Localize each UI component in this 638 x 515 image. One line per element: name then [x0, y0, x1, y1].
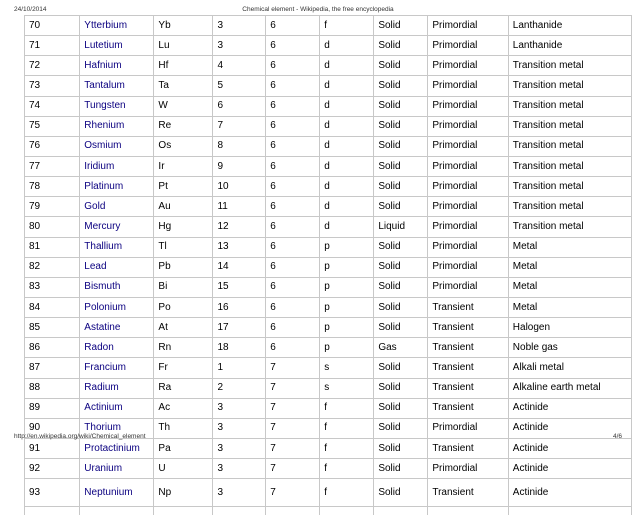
element-name-link[interactable]: Thallium	[84, 241, 122, 252]
cell-symbol: At	[154, 318, 213, 338]
cell-group: 6	[213, 96, 266, 116]
cell-period: 6	[266, 237, 320, 257]
cell-period: 7	[266, 398, 320, 418]
cell-category: Alkali metal	[508, 358, 631, 378]
cell-state: Solid	[374, 56, 428, 76]
table-row	[25, 358, 632, 378]
element-name-link[interactable]: Iridium	[84, 161, 114, 172]
cell-symbol: Re	[154, 116, 213, 136]
cell-symbol: Os	[154, 136, 213, 156]
cell-period: 6	[266, 136, 320, 156]
cell-occurrence: Primordial	[428, 177, 508, 197]
cell-empty	[25, 507, 80, 515]
cell-category: Transition metal	[508, 177, 631, 197]
cell-number: 78	[25, 177, 80, 197]
cell-number: 72	[25, 56, 80, 76]
table-row	[25, 96, 632, 116]
cell-category: Actinide	[508, 398, 631, 418]
cell-number: 86	[25, 338, 80, 358]
table-row	[25, 318, 632, 338]
cell-symbol: U	[154, 459, 213, 479]
cell-group: 5	[213, 76, 266, 96]
cell-name	[80, 136, 154, 156]
cell-category: Transition metal	[508, 56, 631, 76]
element-name-link[interactable]: Ytterbium	[84, 20, 127, 31]
cell-group: 18	[213, 338, 266, 358]
element-name-link[interactable]: Francium	[84, 362, 126, 373]
cell-state: Solid	[374, 177, 428, 197]
page-number: 4/6	[613, 433, 622, 440]
cell-category: Alkaline earth metal	[508, 378, 631, 398]
cell-period: 7	[266, 378, 320, 398]
cell-state: Gas	[374, 338, 428, 358]
cell-name	[80, 177, 154, 197]
element-name-link[interactable]: Hafnium	[84, 60, 121, 71]
cell-block: d	[320, 177, 374, 197]
cell-group: 16	[213, 297, 266, 317]
cell-category: Halogen	[508, 318, 631, 338]
cell-name	[80, 459, 154, 479]
cell-period: 6	[266, 56, 320, 76]
cell-period: 7	[266, 438, 320, 458]
cell-period: 6	[266, 177, 320, 197]
cell-occurrence: Primordial	[428, 76, 508, 96]
table-row	[25, 257, 632, 277]
table-row	[25, 297, 632, 317]
element-name-link[interactable]: Uranium	[84, 463, 122, 474]
cell-name	[80, 197, 154, 217]
cell-category: Metal	[508, 237, 631, 257]
cell-group: 3	[213, 398, 266, 418]
cell-group: 9	[213, 156, 266, 176]
cell-symbol: Au	[154, 197, 213, 217]
element-name-link[interactable]: Lead	[84, 261, 106, 272]
cell-name	[80, 257, 154, 277]
cell-occurrence: Transient	[428, 438, 508, 458]
cell-state: Solid	[374, 459, 428, 479]
cell-occurrence: Primordial	[428, 257, 508, 277]
cell-block: f	[320, 479, 374, 507]
cell-state: Solid	[374, 96, 428, 116]
cell-number: 79	[25, 197, 80, 217]
element-name-link[interactable]: Gold	[84, 201, 105, 212]
cell-block: d	[320, 36, 374, 56]
cell-state: Solid	[374, 479, 428, 507]
element-name-link[interactable]: Mercury	[84, 221, 120, 232]
cell-period: 6	[266, 197, 320, 217]
cell-number: 89	[25, 398, 80, 418]
cell-category: Lanthanide	[508, 16, 631, 36]
cell-period: 6	[266, 277, 320, 297]
element-name-link[interactable]: Rhenium	[84, 120, 124, 131]
table-row-cutoff	[25, 507, 632, 515]
table-row	[25, 136, 632, 156]
cell-group: 3	[213, 459, 266, 479]
cell-category: Noble gas	[508, 338, 631, 358]
cell-name	[80, 338, 154, 358]
cell-state: Solid	[374, 378, 428, 398]
table-row	[25, 398, 632, 418]
cell-symbol: Ta	[154, 76, 213, 96]
cell-number: 88	[25, 378, 80, 398]
cell-group: 14	[213, 257, 266, 277]
cell-group: 2	[213, 378, 266, 398]
cell-block: d	[320, 76, 374, 96]
cell-state: Solid	[374, 156, 428, 176]
cell-block: f	[320, 16, 374, 36]
table-row	[25, 237, 632, 257]
cell-category: Transition metal	[508, 197, 631, 217]
cell-category: Actinide	[508, 438, 631, 458]
cell-symbol: Ra	[154, 378, 213, 398]
cell-category: Transition metal	[508, 116, 631, 136]
cell-block: p	[320, 297, 374, 317]
cell-occurrence: Primordial	[428, 136, 508, 156]
cell-period: 7	[266, 479, 320, 507]
cell-state: Solid	[374, 358, 428, 378]
cell-empty	[320, 507, 374, 515]
cell-category: Actinide	[508, 459, 631, 479]
cell-group: 3	[213, 479, 266, 507]
cell-name	[80, 16, 154, 36]
table-row	[25, 197, 632, 217]
cell-symbol: Ir	[154, 156, 213, 176]
cell-group: 7	[213, 116, 266, 136]
element-name-link[interactable]: Astatine	[84, 322, 120, 333]
cell-number: 85	[25, 318, 80, 338]
cell-period: 6	[266, 36, 320, 56]
cell-number: 70	[25, 16, 80, 36]
cell-number: 83	[25, 277, 80, 297]
cell-state: Solid	[374, 398, 428, 418]
cell-symbol: Fr	[154, 358, 213, 378]
print-page-title: Chemical element - Wikipedia, the free encyclopedia	[14, 6, 622, 13]
cell-symbol: Hg	[154, 217, 213, 237]
element-name-link[interactable]: Actinium	[84, 402, 122, 413]
cell-empty	[154, 507, 213, 515]
cell-number: 76	[25, 136, 80, 156]
cell-block: f	[320, 398, 374, 418]
print-footer	[14, 433, 622, 443]
cell-symbol: Lu	[154, 36, 213, 56]
cell-symbol: Np	[154, 479, 213, 507]
cell-empty	[508, 507, 631, 515]
cell-number: 73	[25, 76, 80, 96]
cell-symbol: Tl	[154, 237, 213, 257]
cell-name	[80, 96, 154, 116]
table-row	[25, 479, 632, 507]
cell-period: 6	[266, 116, 320, 136]
cell-occurrence: Primordial	[428, 36, 508, 56]
cell-period: 6	[266, 297, 320, 317]
table-row	[25, 56, 632, 76]
cell-empty	[213, 507, 266, 515]
cell-block: d	[320, 156, 374, 176]
cell-symbol: Yb	[154, 16, 213, 36]
cell-block: p	[320, 277, 374, 297]
cell-occurrence: Primordial	[428, 156, 508, 176]
cell-state: Solid	[374, 418, 428, 438]
cell-symbol: Bi	[154, 277, 213, 297]
cell-state: Solid	[374, 197, 428, 217]
cell-symbol: Th	[154, 418, 213, 438]
cell-group: 3	[213, 438, 266, 458]
cell-state: Solid	[374, 76, 428, 96]
cell-name	[80, 297, 154, 317]
cell-symbol: Hf	[154, 56, 213, 76]
cell-symbol: Pa	[154, 438, 213, 458]
element-name-link[interactable]: Radium	[84, 382, 118, 393]
element-name-link[interactable]: Neptunium	[84, 487, 132, 498]
cell-state: Solid	[374, 438, 428, 458]
cell-period: 6	[266, 217, 320, 237]
cell-period: 6	[266, 338, 320, 358]
cell-occurrence: Primordial	[428, 459, 508, 479]
cell-group: 3	[213, 36, 266, 56]
cell-category: Transition metal	[508, 156, 631, 176]
cell-symbol: Ac	[154, 398, 213, 418]
cell-group: 8	[213, 136, 266, 156]
cell-name	[80, 277, 154, 297]
cell-block: d	[320, 197, 374, 217]
cell-block: f	[320, 459, 374, 479]
cell-empty	[266, 507, 320, 515]
cell-name	[80, 156, 154, 176]
cell-period: 6	[266, 156, 320, 176]
cell-period: 6	[266, 16, 320, 36]
cell-block: p	[320, 257, 374, 277]
element-name-link[interactable]: Platinum	[84, 181, 123, 192]
cell-occurrence: Transient	[428, 338, 508, 358]
cell-name	[80, 116, 154, 136]
cell-state: Solid	[374, 237, 428, 257]
cell-block: d	[320, 96, 374, 116]
cell-occurrence: Primordial	[428, 16, 508, 36]
cell-empty	[374, 507, 428, 515]
cell-occurrence: Transient	[428, 378, 508, 398]
element-name-link[interactable]: Tungsten	[84, 100, 125, 111]
cell-number: 80	[25, 217, 80, 237]
table-row	[25, 116, 632, 136]
cell-period: 6	[266, 318, 320, 338]
cell-occurrence: Primordial	[428, 418, 508, 438]
cell-name	[80, 237, 154, 257]
cell-occurrence: Transient	[428, 398, 508, 418]
element-name-link[interactable]: Lutetium	[84, 40, 122, 51]
cell-state: Solid	[374, 136, 428, 156]
cell-period: 7	[266, 459, 320, 479]
cell-block: d	[320, 56, 374, 76]
table-row	[25, 378, 632, 398]
print-date: 24/10/2014	[14, 6, 47, 13]
cell-category: Transition metal	[508, 76, 631, 96]
cell-category: Metal	[508, 257, 631, 277]
cell-occurrence: Transient	[428, 297, 508, 317]
cell-occurrence: Primordial	[428, 217, 508, 237]
table-row	[25, 156, 632, 176]
cell-name	[80, 318, 154, 338]
cell-group: 13	[213, 237, 266, 257]
cell-block: f	[320, 438, 374, 458]
cell-number: 74	[25, 96, 80, 116]
cell-group: 3	[213, 16, 266, 36]
cell-number: 90	[25, 418, 80, 438]
cell-group: 10	[213, 177, 266, 197]
cell-state: Solid	[374, 297, 428, 317]
cell-block: p	[320, 318, 374, 338]
cell-empty	[80, 507, 154, 515]
cell-category: Transition metal	[508, 96, 631, 116]
cell-category: Transition metal	[508, 136, 631, 156]
cell-group: 11	[213, 197, 266, 217]
cell-name	[80, 36, 154, 56]
cell-state: Liquid	[374, 217, 428, 237]
element-name-link[interactable]: Bismuth	[84, 281, 120, 292]
cell-category: Actinide	[508, 479, 631, 507]
cell-empty	[428, 507, 508, 515]
cell-block: p	[320, 237, 374, 257]
cell-number: 84	[25, 297, 80, 317]
cell-occurrence: Transient	[428, 358, 508, 378]
cell-category: Metal	[508, 297, 631, 317]
element-name-link[interactable]: Polonium	[84, 302, 126, 313]
cell-name	[80, 479, 154, 507]
cell-name	[80, 56, 154, 76]
cell-name	[80, 76, 154, 96]
cell-block: s	[320, 378, 374, 398]
table-row	[25, 177, 632, 197]
cell-number: 82	[25, 257, 80, 277]
cell-number: 81	[25, 237, 80, 257]
cell-block: s	[320, 358, 374, 378]
cell-category: Transition metal	[508, 217, 631, 237]
cell-occurrence: Primordial	[428, 116, 508, 136]
table-row	[25, 277, 632, 297]
cell-symbol: W	[154, 96, 213, 116]
cell-group: 15	[213, 277, 266, 297]
table-row	[25, 217, 632, 237]
cell-symbol: Rn	[154, 338, 213, 358]
element-name-link[interactable]: Osmium	[84, 140, 121, 151]
table-row	[25, 16, 632, 36]
cell-block: d	[320, 217, 374, 237]
element-name-link[interactable]: Tantalum	[84, 80, 125, 91]
table-row	[25, 338, 632, 358]
cell-number: 93	[25, 479, 80, 507]
cell-category: Metal	[508, 277, 631, 297]
cell-name	[80, 378, 154, 398]
cell-period: 7	[266, 358, 320, 378]
cell-symbol: Pb	[154, 257, 213, 277]
cell-number: 71	[25, 36, 80, 56]
cell-group: 1	[213, 358, 266, 378]
cell-occurrence: Transient	[428, 479, 508, 507]
cell-occurrence: Primordial	[428, 197, 508, 217]
table-row	[25, 76, 632, 96]
cell-occurrence: Primordial	[428, 56, 508, 76]
cell-block: d	[320, 116, 374, 136]
cell-number: 77	[25, 156, 80, 176]
cell-group: 17	[213, 318, 266, 338]
cell-occurrence: Transient	[428, 318, 508, 338]
cell-state: Solid	[374, 277, 428, 297]
cell-symbol: Pt	[154, 177, 213, 197]
cell-state: Solid	[374, 257, 428, 277]
cell-occurrence: Primordial	[428, 96, 508, 116]
cell-occurrence: Primordial	[428, 237, 508, 257]
cell-number: 92	[25, 459, 80, 479]
cell-group: 4	[213, 56, 266, 76]
element-name-link[interactable]: Thorium	[84, 422, 121, 433]
cell-group: 3	[213, 418, 266, 438]
element-name-link[interactable]: Radon	[84, 342, 113, 353]
cell-period: 7	[266, 418, 320, 438]
cell-category: Lanthanide	[508, 36, 631, 56]
cell-category: Actinide	[508, 418, 631, 438]
cell-group: 12	[213, 217, 266, 237]
cell-name	[80, 358, 154, 378]
cell-period: 6	[266, 257, 320, 277]
cell-state: Solid	[374, 16, 428, 36]
cell-state: Solid	[374, 36, 428, 56]
table-row	[25, 459, 632, 479]
cell-block: d	[320, 136, 374, 156]
table-row	[25, 36, 632, 56]
cell-period: 6	[266, 76, 320, 96]
cell-block: p	[320, 338, 374, 358]
print-url: http://en.wikipedia.org/wiki/Chemical_element	[14, 433, 146, 440]
cell-number: 75	[25, 116, 80, 136]
element-name-link[interactable]: Protactinium	[84, 443, 140, 454]
cell-number: 91	[25, 438, 80, 458]
cell-occurrence: Primordial	[428, 277, 508, 297]
cell-block: f	[320, 418, 374, 438]
cell-symbol: Po	[154, 297, 213, 317]
cell-number: 87	[25, 358, 80, 378]
cell-period: 6	[266, 96, 320, 116]
cell-state: Solid	[374, 318, 428, 338]
cell-name	[80, 398, 154, 418]
cell-name	[80, 217, 154, 237]
cell-state: Solid	[374, 116, 428, 136]
